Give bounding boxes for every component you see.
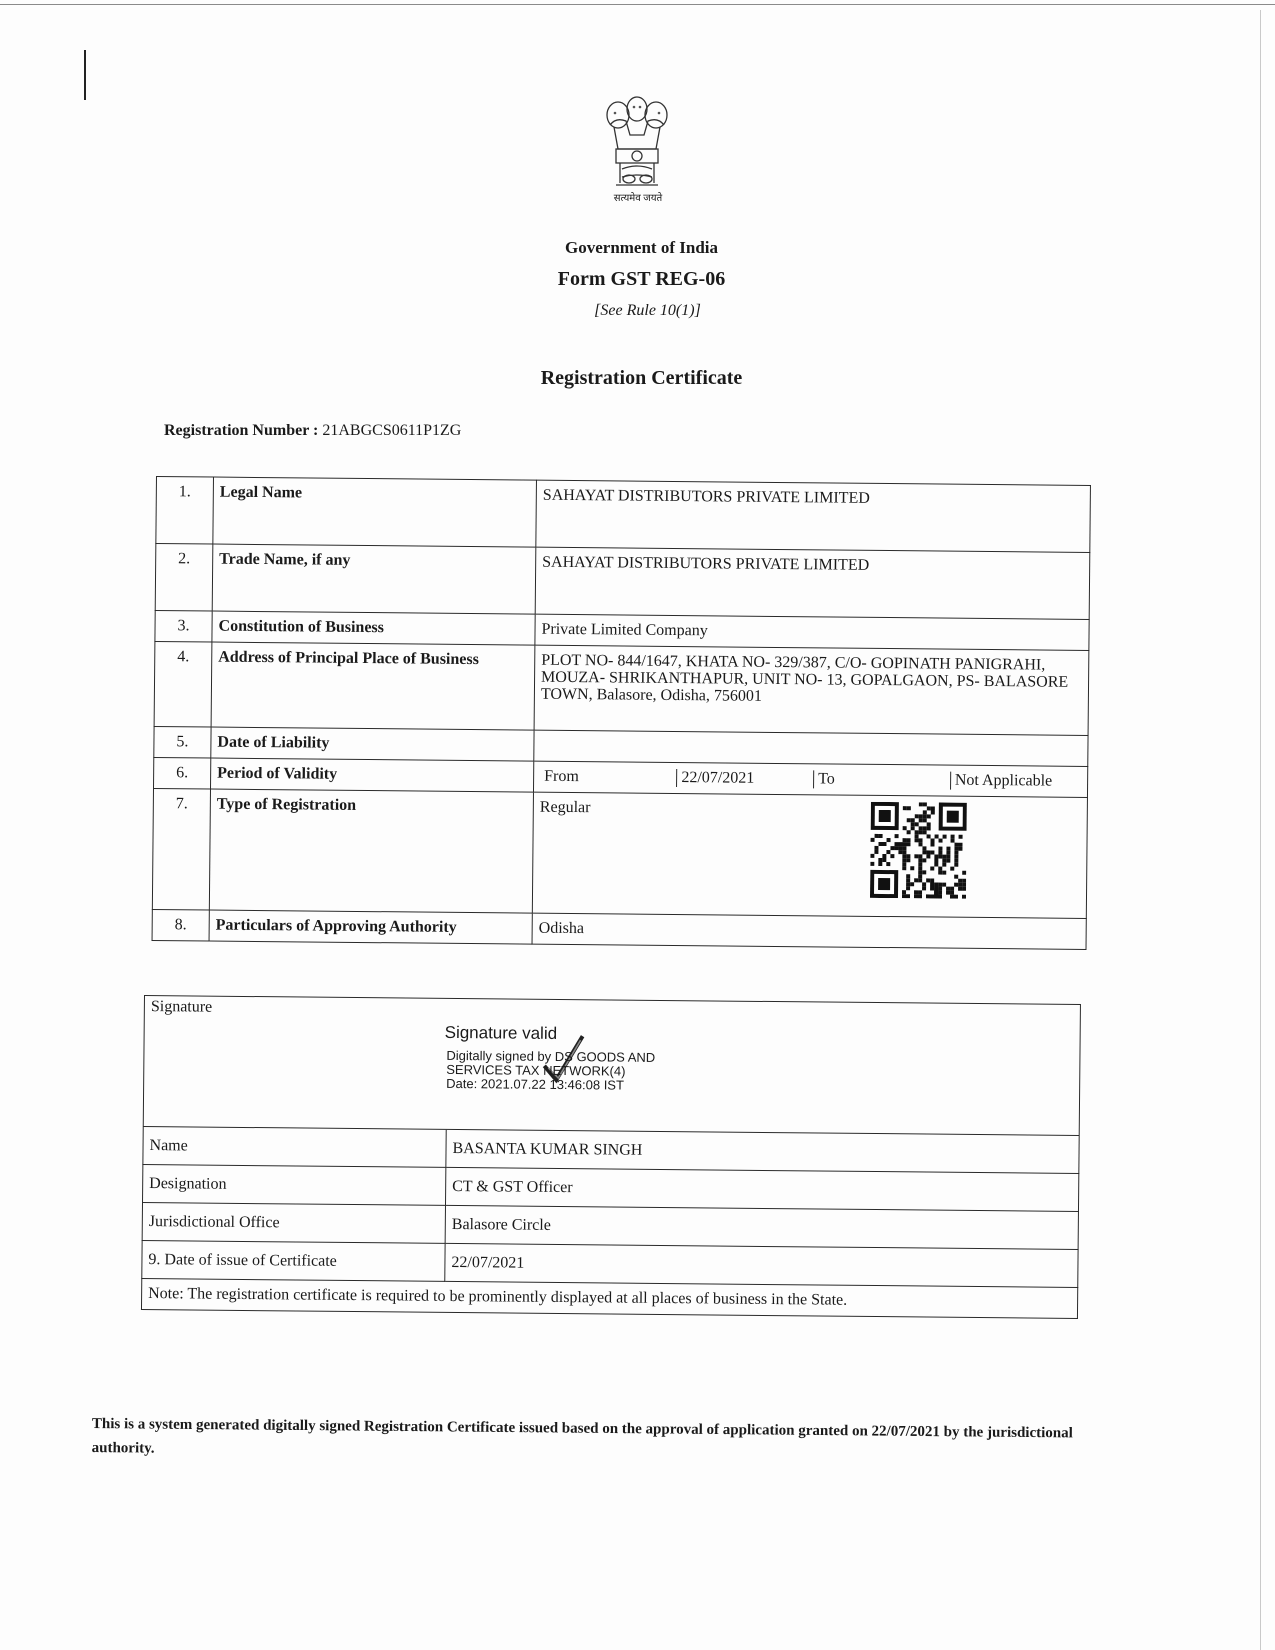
rule-reference: [See Rule 10(1)] [594, 302, 701, 319]
table-row [156, 477, 1091, 553]
officer-key: Designation [143, 1164, 446, 1205]
registration-number-value: 21ABGCS0611P1ZG [322, 422, 462, 439]
footer-note: This is a system generated digitally signed Registration Certificate issued based on the approval of application granted on 22/07/2021 by the jurisdictional authority. [91, 1415, 1073, 1457]
row-label: Legal Name [213, 477, 537, 547]
row-number: 1. [156, 477, 214, 545]
row-number: 5. [154, 726, 211, 758]
officer-key: Name [143, 1127, 446, 1167]
table-row [155, 544, 1090, 620]
signature-status: Signature valid [444, 1022, 558, 1043]
validity-to-value: Not Applicable [954, 771, 1053, 790]
signature-block [141, 995, 1081, 1319]
row-value: SAHAYAT DISTRIBUTORS PRIVATE LIMITED [536, 480, 1091, 552]
registration-number [164, 422, 461, 440]
national-emblem-icon [596, 82, 678, 204]
row-number: 6. [154, 757, 211, 789]
row-value: PLOT NO- 844/1647, KHATA NO- 329/387, C/O- GOPINATH PANIGRAHI, MOUZA- SHRIKANTHAPUR, UNIT NO- 13, GOPALGAON, PS- BALASORE TOWN, Balasore, Odisha, 756001 [534, 645, 1089, 735]
emblem-motto: सत्यमेव जयते [613, 193, 663, 204]
validity-to-label: To [814, 770, 951, 789]
row-number: 4. [154, 641, 212, 727]
officer-value: 22/07/2021 [445, 1243, 1078, 1287]
signature-date: Date: 2021.07.22 13:46:08 IST [446, 1075, 625, 1093]
row-label: Address of Principal Place of Business [211, 642, 535, 730]
registration-type-cell [532, 792, 1087, 918]
table-row [154, 641, 1089, 735]
officer-value: CT & GST Officer [445, 1167, 1078, 1211]
row-value: Private Limited Company [535, 614, 1089, 650]
validity-from-value: 22/07/2021 [677, 769, 814, 788]
validity-from-label: From [540, 768, 677, 787]
signed-by-2: SERVICES TAX NETWORK(4) [446, 1061, 626, 1079]
row-value: Regular [539, 798, 591, 817]
row-number: 2. [155, 544, 213, 612]
row-label: Period of Validity [210, 758, 533, 792]
officer-value: Balasore Circle [445, 1205, 1078, 1249]
row-label: Type of Registration [209, 789, 533, 913]
government-heading: Government of India [565, 238, 718, 257]
qr-code-icon [870, 802, 967, 899]
scan-mark [84, 50, 86, 100]
signature-details [446, 1049, 655, 1093]
signature-box [143, 995, 1081, 1136]
scan-edge-top [0, 4, 1275, 5]
officer-value: BASANTA KUMAR SINGH [446, 1130, 1079, 1174]
officer-table [141, 1127, 1079, 1288]
row-label: Date of Liability [211, 727, 534, 761]
row-label: Particulars of Approving Authority [209, 910, 532, 944]
row-value: SAHAYAT DISTRIBUTORS PRIVATE LIMITED [535, 547, 1090, 619]
row-value: Odisha [532, 913, 1086, 949]
form-title: Form GST REG-06 [557, 268, 726, 290]
signed-by: Digitally signed by DS GOODS AND [446, 1047, 656, 1065]
table-row [152, 788, 1087, 918]
row-label: Trade Name, if any [212, 544, 536, 614]
officer-key: Jurisdictional Office [142, 1202, 445, 1243]
certificate-details-table [152, 476, 1091, 950]
row-number: 3. [155, 610, 212, 642]
row-number: 7. [152, 788, 210, 910]
row-number: 8. [152, 909, 209, 941]
row-label: Constitution of Business [212, 611, 535, 645]
display-note: Note: The registration certificate is required to be prominently displayed at all places of business in the State. [141, 1279, 1078, 1319]
validity-subtable [540, 768, 1087, 791]
registration-number-label: Registration Number : [164, 422, 319, 439]
certificate-title: Registration Certificate [540, 367, 743, 389]
signature-label: Signature [150, 998, 213, 1016]
officer-key: 9. Date of issue of Certificate [142, 1240, 445, 1281]
